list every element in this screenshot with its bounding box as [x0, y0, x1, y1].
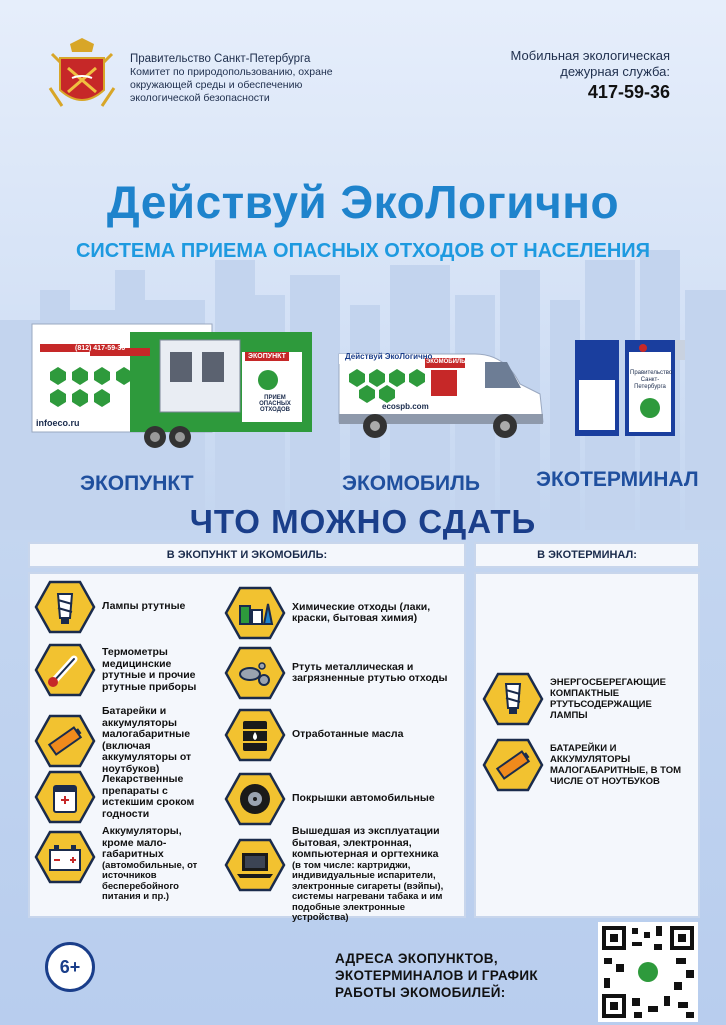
hotline-block	[470, 48, 670, 100]
ecopoint-side-text: ПРИЕМ ОПАСНЫХ ОТХОДОВ	[259, 395, 291, 413]
right-panel-header: В ЭКОТЕРМИНАЛ:	[474, 542, 700, 568]
battery-icon	[34, 714, 96, 768]
list-item	[34, 770, 214, 824]
thermometer-icon	[34, 643, 96, 697]
page-title: Действуй ЭкоЛогично	[106, 176, 620, 228]
left-panel-header: В ЭКОПУНКТ И ЭКОМОБИЛЬ:	[28, 542, 466, 568]
ecopoint-trailer-image	[30, 322, 315, 450]
ecoterminal-label: Правительство Санкт-Петербурга	[630, 370, 673, 390]
qr-code-icon[interactable]	[598, 922, 698, 1022]
caption-ecoterminal: ЭКОТЕРМИНАЛ	[536, 468, 699, 491]
coat-of-arms-icon	[42, 38, 122, 118]
ecopoint-site: infoeco.ru	[36, 418, 80, 428]
list-item	[224, 826, 460, 924]
chemicals-icon	[224, 586, 286, 640]
item-text: Термометры медицинские ртутные и прочие ртутные приборы	[102, 646, 197, 693]
item-text: Отработанные масла	[292, 728, 404, 741]
item-text: Вышедшая из эксплуатации бытовая, электронная, компьютерная и оргтехника	[292, 825, 440, 860]
tire-icon	[224, 772, 286, 826]
item-text: Покрышки автомобильные	[292, 792, 435, 805]
item-text: Аккумуляторы, кроме мало-габаритных	[102, 825, 182, 860]
ecopoint-phone: (812) 417-59-36	[75, 345, 126, 352]
hotline-label: Мобильная экологическая дежурная служба:	[510, 48, 670, 79]
lamp-icon	[482, 672, 544, 726]
laptop-icon	[224, 838, 286, 892]
caption-ecopoint: ЭКОПУНКТ	[80, 472, 194, 495]
section-title: ЧТО МОЖНО СДАТЬ	[189, 503, 537, 540]
item-subtext: (в том числе: картриджи, индивидуальные испарители, электронные сигареты (вэйпы), системы нагревани табака и им подобные электронные устройства)	[292, 859, 444, 923]
list-item	[34, 580, 214, 634]
item-text: Ртуть металлическая и загрязненные ртутью отходы	[292, 660, 448, 684]
item-subtext: (автомобильные, от источников бесперебойного питания и пр.)	[102, 859, 198, 902]
age-rating-badge: 6+	[45, 942, 95, 992]
ecomobile-site: ecospb.com	[382, 402, 429, 411]
item-text: ЭНЕРГОСБЕРЕГАЮЩИЕ КОМПАКТНЫЕ РТУТЬСОДЕРЖАЩИЕ ЛАМПЫ	[550, 677, 666, 721]
medicine-icon	[34, 770, 96, 824]
mercury-icon	[224, 646, 286, 700]
ecopoint-badge: ЭКОПУНКТ	[245, 352, 289, 361]
page-subtitle: СИСТЕМА ПРИЕМА ОПАСНЫХ ОТХОДОВ ОТ НАСЕЛЕНИЯ	[75, 240, 651, 262]
list-item	[482, 672, 692, 726]
org-dept: Комитет по природопользованию, охране окружающей среды и обеспечению экологической безопасности	[130, 66, 333, 104]
list-item	[224, 772, 460, 826]
item-text: Лампы ртутные	[102, 600, 186, 613]
list-item	[482, 738, 692, 792]
item-text: Химические отходы (лаки, краски, бытовая химия)	[292, 600, 431, 624]
oil-barrel-icon	[224, 708, 286, 762]
item-text: Лекарственные препараты с истекшим сроком годности	[102, 773, 195, 820]
list-item	[34, 706, 214, 775]
list-item	[224, 708, 460, 762]
hotline-phone[interactable]: 417-59-36	[587, 82, 670, 102]
addresses-text: АДРЕСА ЭКОПУНКТОВ, ЭКОТЕРМИНАЛОВ И ГРАФИК РАБОТЫ ЭКОМОБИЛЕЙ:	[335, 951, 538, 1000]
org-block	[130, 53, 370, 105]
battery-icon	[482, 738, 544, 792]
list-item	[224, 646, 460, 700]
ecomobile-side-text: Действуй ЭкоЛогично	[345, 352, 433, 361]
car-battery-icon	[34, 830, 96, 884]
item-text: Батарейки и аккумуляторы малогабаритные (включая аккумуляторы от ноутбуков)	[102, 705, 192, 775]
list-item	[34, 643, 214, 697]
org-name: Правительство Санкт-Петербурга	[130, 53, 311, 65]
caption-ecomobile: ЭКОМОБИЛЬ	[342, 472, 480, 495]
list-item	[224, 586, 460, 640]
lamp-icon	[34, 580, 96, 634]
item-text: БАТАРЕЙКИ И АККУМУЛЯТОРЫ МАЛОГАБАРИТНЫЕ, В ТОМ ЧИСЛЕ ОТ НОУТБУКОВ	[550, 743, 682, 787]
ecomobile-badge: ЭКОМОБИЛЬ	[426, 359, 466, 365]
list-item	[34, 826, 214, 903]
